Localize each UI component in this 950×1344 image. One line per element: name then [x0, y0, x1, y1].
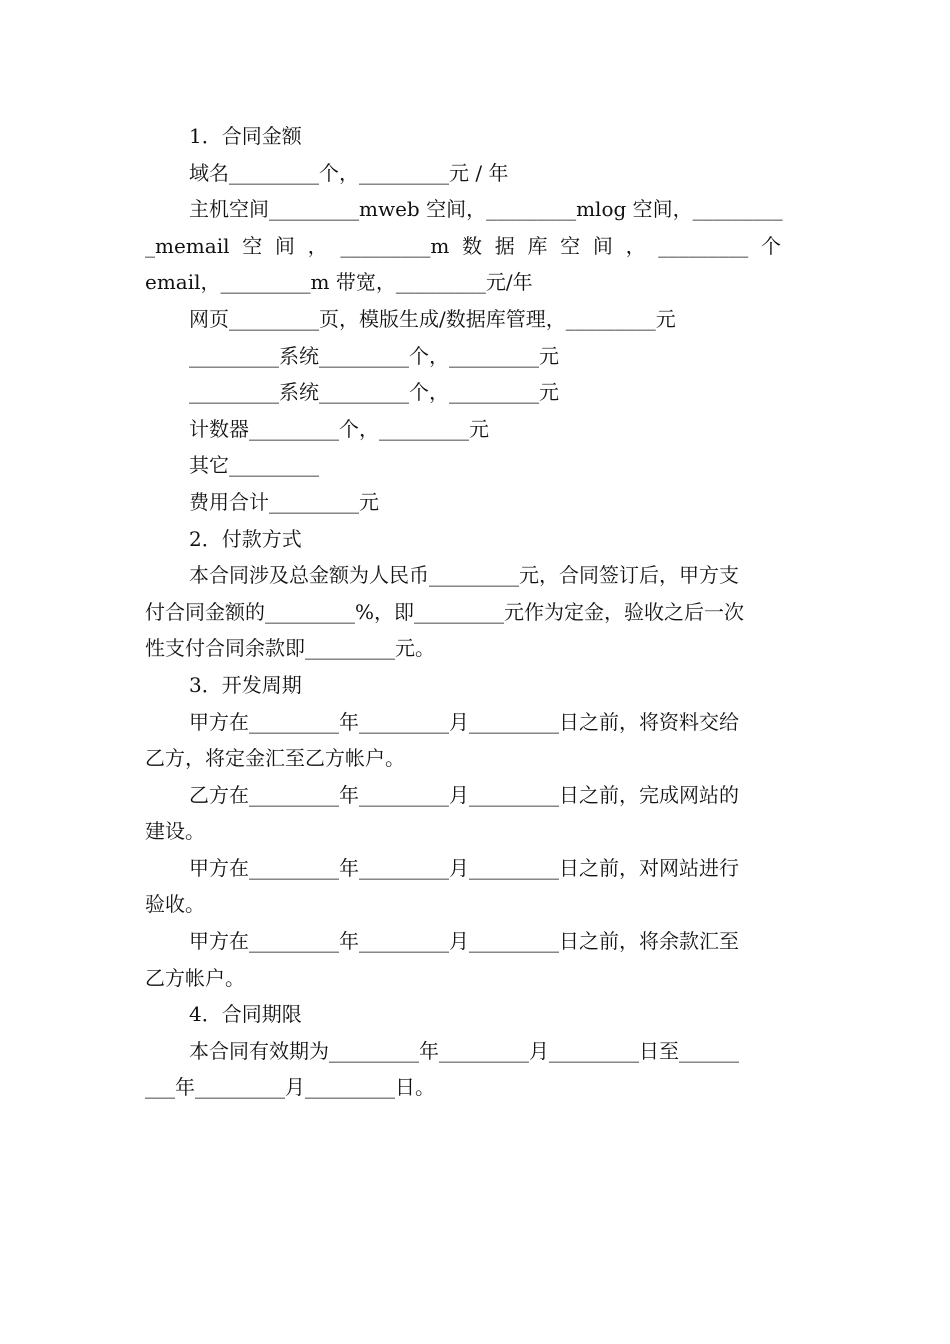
schedule-b-line-1: 乙方在_________年_________月_________日之前，完成网站的: [189, 782, 739, 807]
counter-fee-line: 计数器_________个，_________元: [189, 416, 489, 441]
term-line-2: ___年_________月_________日。: [145, 1075, 435, 1100]
payment-line-1: 本合同涉及总金额为人民币_________元，合同签订后，甲方支: [189, 563, 739, 588]
domain-fee-line: 域名_________个，_________元 / 年: [189, 160, 509, 185]
system-fee-line-1: _________系统_________个，_________元: [189, 343, 559, 368]
hosting-line-1: 主机空间_________mweb 空间，_________mlog 空间，_________: [189, 197, 783, 222]
schedule-a-line-2: 乙方，将定金汇至乙方帐户。: [145, 746, 405, 771]
schedule-b-line-2: 建设。: [145, 819, 205, 844]
payment-line-2: 付合同金额的_________%，即_________元作为定金，验收之后一次: [145, 599, 745, 624]
section-4-heading: 4．合同期限: [189, 1002, 302, 1027]
system-fee-line-2: _________系统_________个，_________元: [189, 380, 559, 405]
total-fee-line: 费用合计_________元: [189, 489, 379, 514]
section-3-heading: 3．开发周期: [189, 672, 302, 697]
hosting-line-2: _memail 空 间 ， _________m 数 据 库 空 间 ， _________ 个: [145, 233, 782, 258]
schedule-c-line-1: 甲方在_________年_________月_________日之前，对网站进行: [189, 855, 739, 880]
section-2-heading: 2．付款方式: [189, 526, 302, 551]
webpage-fee-line: 网页_________页，模版生成/数据库管理，_________元: [189, 306, 676, 331]
contract-document: [145, 118, 807, 1106]
section-1-heading: 1．合同金额: [189, 124, 302, 148]
hosting-line-3: email，_________m 带宽，_________元/年: [145, 270, 533, 295]
schedule-d-line-1: 甲方在_________年_________月_________日之前，将余款汇至: [189, 929, 739, 954]
term-line-1: 本合同有效期为_________年_________月_________日至______: [189, 1038, 739, 1063]
other-fee-line: 其它_________: [189, 453, 319, 478]
payment-line-3: 性支付合同余款即_________元。: [145, 636, 435, 661]
schedule-a-line-1: 甲方在_________年_________月_________日之前，将资料交给: [189, 709, 739, 734]
schedule-c-line-2: 验收。: [145, 892, 205, 917]
schedule-d-line-2: 乙方帐户。: [145, 965, 245, 990]
